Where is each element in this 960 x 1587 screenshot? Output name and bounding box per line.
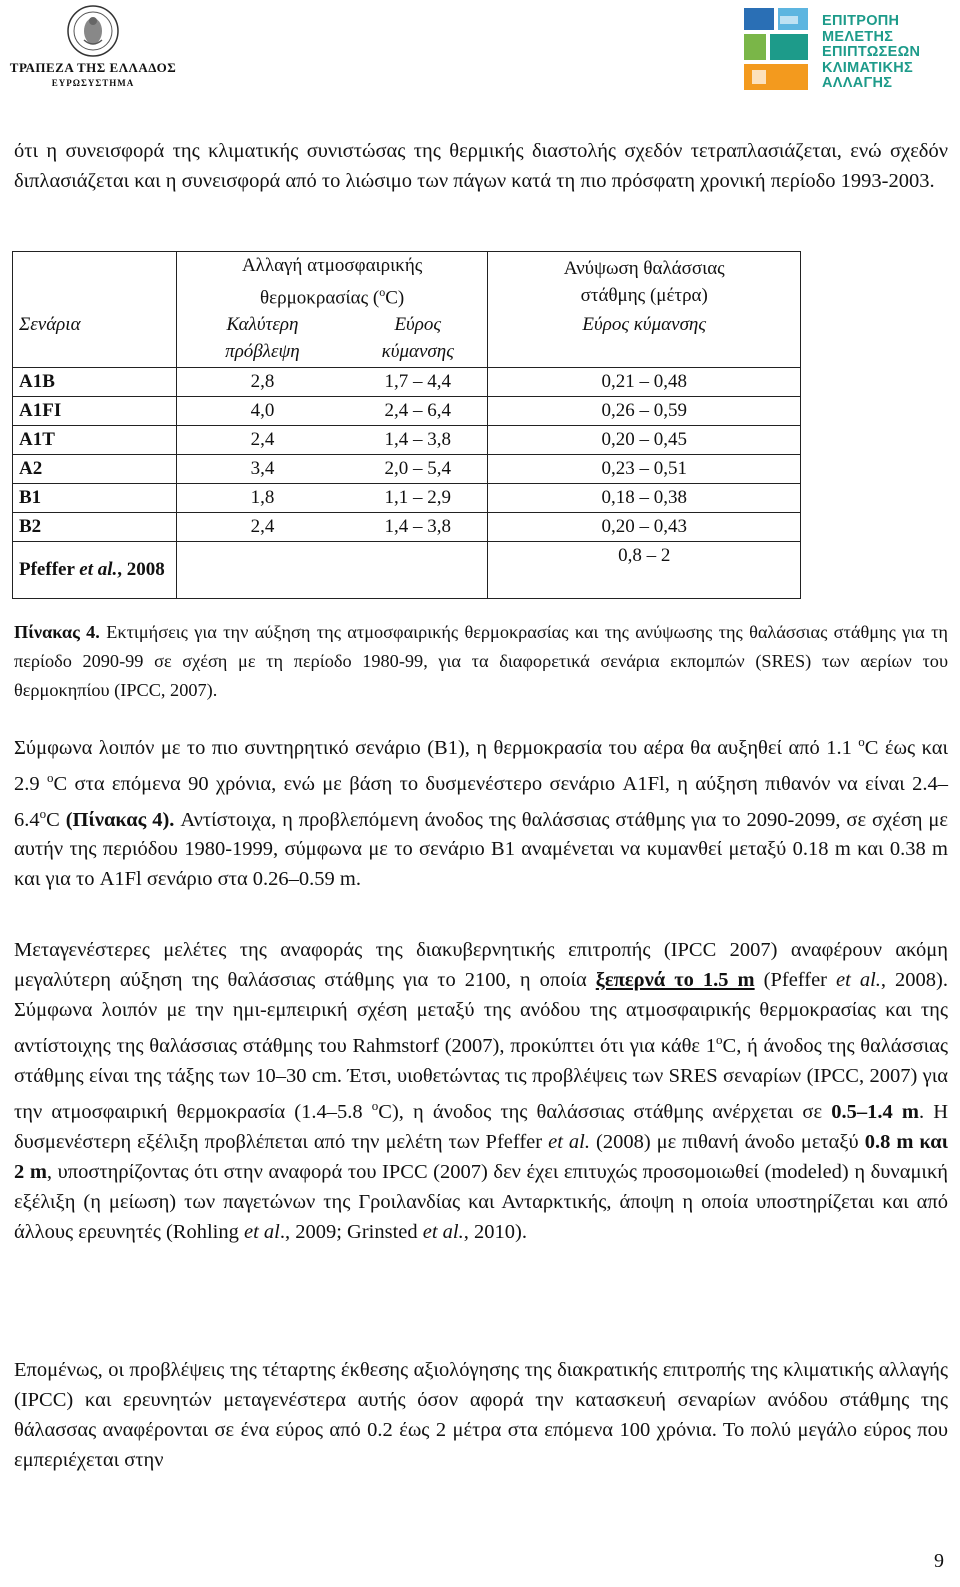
table-subheader-row [13, 311, 801, 368]
temp-range-cell: 2,4 – 6,4 [348, 397, 488, 426]
best-estimate-cell: 2,4 [176, 426, 348, 455]
best-estimate-cell: 4,0 [176, 397, 348, 426]
committee-line: ΜΕΛΕΤΗΣ [822, 28, 894, 45]
caption-label: Πίνακας 4. [14, 622, 100, 642]
sea-range-cell: 0,20 – 0,43 [488, 513, 801, 542]
committee-name [822, 14, 920, 92]
intro-paragraph: ότι η συνεισφορά της κλιματικής συνιστώσας της θερμικής διαστολής σχεδόν τετραπλασιάζεται, ενώ σχεδόν διπλασιάζεται και η συνεισφορά από το λιώσιμο των πάγων κατά τη πιο πρόσφατη χρονική περίοδο 1993-2003. [14, 140, 948, 192]
temp-range-cell: 1,4 – 3,8 [348, 426, 488, 455]
temp-range-cell: 2,0 – 5,4 [348, 455, 488, 484]
scenario-cell: B1 [13, 484, 177, 513]
sea-range-cell: 0,21 – 0,48 [488, 368, 801, 397]
sea-range-cell: 0,8 – 2 [488, 542, 801, 599]
caption-text: Εκτιμήσεις για την αύξηση της ατμοσφαιρικής θερμοκρασίας και της ανύψωσης της θαλάσσιας στάθμης για τη περίοδο 2090-99 σε σχέση με τη περίοδο 1980-99, για τα διαφορετικά σενάρια εκπομπών (SRES) των αερίων του θερμοκηπίου (IPCC, 2007). [14, 622, 948, 700]
committee-logo [744, 6, 954, 94]
table-row [13, 426, 801, 455]
scenario-table [12, 251, 801, 599]
bank-seal-icon [63, 4, 123, 58]
best-estimate-cell: 2,4 [176, 513, 348, 542]
committee-line: ΚΛΙΜΑΤΙΚΗΣ [822, 59, 914, 76]
temp-range-cell: 1,7 – 4,4 [348, 368, 488, 397]
best-estimate-cell: 3,4 [176, 455, 348, 484]
header-temp-change: Αλλαγή ατμοσφαιρικής θερμοκρασίας ($^o$C) [176, 252, 488, 312]
table-header-row [13, 252, 801, 312]
committee-line: ΑΛΛΑΓΗΣ [822, 75, 893, 91]
header-sea-range: Εύρος κύμανσης [488, 311, 801, 368]
table-row [13, 455, 801, 484]
header-sea-level-rise: Ανύψωση θαλάσσιας στάθμης (μέτρα) [488, 252, 801, 312]
sea-range-cell: 0,18 – 0,38 [488, 484, 801, 513]
temp-range-cell: 1,4 – 3,8 [348, 513, 488, 542]
table-row [13, 397, 801, 426]
best-estimate-cell: 2,8 [176, 368, 348, 397]
table-body [13, 368, 801, 542]
table-row [13, 368, 801, 397]
page-number: 9 [934, 1550, 944, 1572]
paragraph-4: Επομένως, οι προβλέψεις της τέταρτης έκθεσης αξιολόγησης της διακρατικής επιτροπής της κλιματικής αλλαγής (IPCC) και ερευνητών μεταγενέστερα αυτής όσον αφορά την κατασκευή σεναρίων ανόδου στάθμης της θάλασσας αναφέρονται σε ένα εύρος από 0.2 έως 2 μέτρα στα επόμενα 100 χρόνια. Το πολύ μεγάλο εύρος που εμπεριέχεται στην [14, 1359, 948, 1471]
scenario-cell: Pfeffer et al., 2008 [13, 542, 177, 599]
committee-line: ΕΠΙΠΤΩΣΕΩΝ [822, 44, 921, 60]
table-caption [14, 618, 948, 705]
committee-line: ΕΠΙΤΡΟΠΗ [822, 13, 900, 29]
scenario-cell: A2 [13, 455, 177, 484]
header-scenarios: Σενάρια [13, 311, 177, 368]
empty-cell [176, 542, 348, 599]
table-row [13, 513, 801, 542]
header-temp-range: Εύρος κύμανσης [348, 311, 488, 368]
sea-range-cell: 0,26 – 0,59 [488, 397, 801, 426]
paragraph-2: Σύμφωνα λοιπόν με το πιο συντηρητικό σενάριο (B1), η θερμοκρασία του αέρα θα αυξηθεί από 1.1 $^o$C έως και 2.9 $^o$C στα επόμενα 90 χρόνια, ενώ με βάση το δυσμενέστερο σενάριο A1Fl, η αύξηση πιθανόν να είναι $2.4-6.4^oC$ (Πίνακας 4). Αντίστοιχα, η προβλεπόμενη άνοδος της θαλάσσιας στάθμης για το 2090-2099, σε σχέση με αυτήν της περιόδου 1980-1999, σύμφωνα με το σενάριο B1 αναμένεται να κυμανθεί μεταξύ 0.18 m και 0.38 m και για το A1Fl σενάριο στα 0.26–0.59 m. [14, 734, 949, 891]
paragraph-3: Μεταγενέστερες μελέτες της αναφοράς της διακυβερνητικής επιτροπής (IPCC 2007) αναφέρουν ακόμη μεγαλύτερη αύξηση της θαλάσσιας στάθμης για το 2100, η οποία ξεπερνά το 1.5 m (Pfeffer et al., 2008). Σύμφωνα λοιπόν με την ημι-εμπειρική σχέση μεταξύ της ανόδου της ατμοσφαιρικής θερμοκρασίας και της αντίστοιχης της θαλάσσιας στάθμης του Rahmstorf (2007), προκύπτει ότι για κάθε $1^oC$, ή άνοδος της θαλάσσιας στάθμης είναι της τάξης των 10–30 cm. Έτσι, υιοθετώντας τις προβλέψεις των SRES σεναρίων (IPCC, 2007) για την ατμοσφαιρική θερμοκρασία (1.4–5.8 $^o$C), η άνοδος της θαλάσσιας στάθμης ανέρχεται σε 0.5–1.4 m. Η δυσμενέστερη εξέλιξη προβλέπεται από την μελέτη των Pfeffer et al. (2008) με πιθανή άνοδο μεταξύ 0.8 m και 2 m, υποστηρίζοντας ότι στην αναφορά του IPCC (2007) δεν έχει επιτυχώς προσομοιωθεί (modeled) η δυναμική εξέλιξη (η μείωση) των παγετώνων της Γροιλανδίας και Ανταρκτικής, άποψη η οποία υποστηρίζεται και από άλλους ερευνητές (Rohling et al., 2009; Grinsted et al., 2010). [14, 939, 949, 1243]
scenario-cell: A1FI [13, 397, 177, 426]
scenario-cell: B2 [13, 513, 177, 542]
scenario-cell: A1B [13, 368, 177, 397]
committee-mark-icon [744, 8, 810, 92]
bank-subtitle: ΕΥΡΩΣΥΣΤΗΜΑ [51, 78, 135, 88]
temp-range-cell: 1,1 – 2,9 [348, 484, 488, 513]
bank-of-greece-logo [8, 4, 178, 96]
table-row-pfeffer [13, 542, 801, 599]
table-row [13, 484, 801, 513]
best-estimate-cell: 1,8 [176, 484, 348, 513]
header-empty-cell [13, 252, 177, 312]
empty-cell [348, 542, 488, 599]
bank-name: ΤΡΑΠΕΖΑ ΤΗΣ ΕΛΛΑΔΟΣ [9, 60, 177, 75]
header-best-estimate: Καλύτερη πρόβλεψη [176, 311, 348, 368]
sea-range-cell: 0,20 – 0,45 [488, 426, 801, 455]
scenario-cell: A1T [13, 426, 177, 455]
sea-range-cell: 0,23 – 0,51 [488, 455, 801, 484]
